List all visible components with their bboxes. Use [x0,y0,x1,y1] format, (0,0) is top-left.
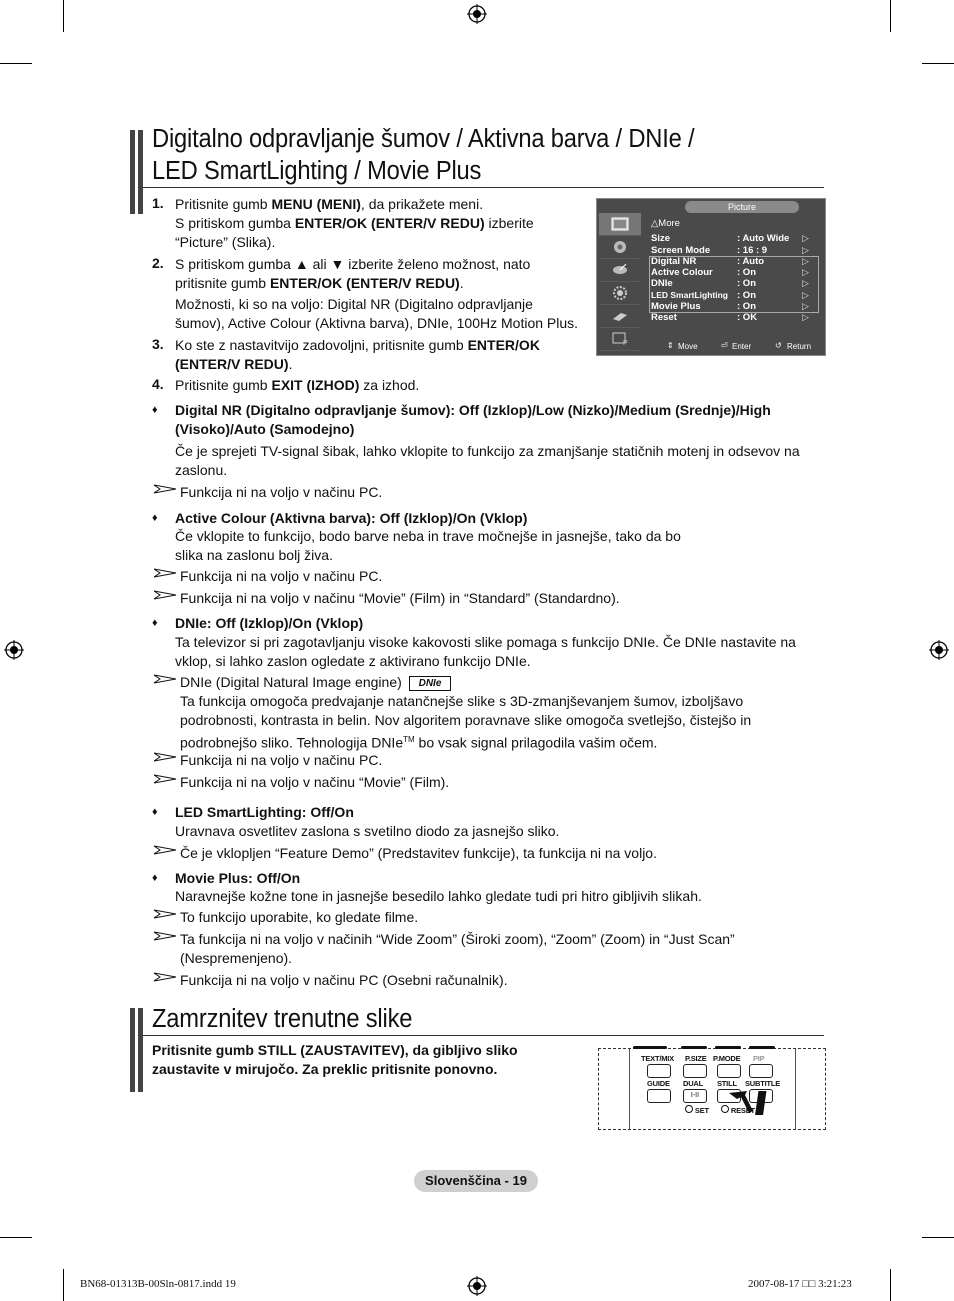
step-3-line2: (ENTER/V REDU). [175,356,293,372]
menu-row-label: Movie Plus [651,301,701,312]
active-colour-note-2: Funkcija ni na voljo v načinu “Movie” (Film) in “Standard” (Standardno). [180,590,620,606]
remote-label-dual: DUAL [683,1079,704,1088]
step-3-line1: Ko ste z nastavitvijo zadovoljni, pritisnite gumb ENTER/OK [175,337,540,353]
movie-plus-note-1: To funkcijo uporabite, ko gledate filme. [180,909,419,925]
remote-label-textmix: TEXT/MIX [641,1054,674,1063]
step-2-line1: S pritiskom gumba ▲ ali ▼ izberite želeno možnost, nato [175,256,531,272]
active-colour-note-1: Funkcija ni na voljo v načinu PC. [180,568,383,584]
remote-label-set: SET [685,1105,709,1115]
section-bar [130,130,135,214]
active-colour-heading: Active Colour (Aktivna barva): Off (Izklop)/On (Vklop) [175,510,528,526]
menu-row-label: Digital NR [651,256,697,267]
remote-label-psize: P.SIZE [685,1054,707,1063]
step-1-line1: Pritisnite gumb MENU (MENI), da prikažete meni. [175,196,484,212]
section-2-title: Zamrznitev trenutne slike [152,1005,413,1033]
remote-label-reset: RESET [721,1105,755,1115]
movie-plus-note-3: Funkcija ni na voljo v načinu PC (Osebni računalnik). [180,972,508,988]
menu-row-value: : On [737,301,756,312]
movie-plus-body-1: Naravnejše kožne tone in jasnejše besedilo lahko gledate tudi pri hitro gibljivih slikah. [175,888,702,904]
arrow-right-icon: ▷ [802,278,809,288]
section-title-line1: Digitalno odpravljanje šumov / Aktivna barva / DNIe / [152,125,695,153]
section-rule [143,1035,824,1036]
remote-label-still: STILL [717,1079,737,1088]
remote-label-guide: GUIDE [647,1079,670,1088]
guide-button[interactable] [647,1089,671,1103]
registration-mark-icon [467,4,487,24]
digital-nr-heading-2: (Visoko)/Auto (Samodejno) [175,421,355,437]
menu-sidebar [599,213,641,346]
note-arrow-icon [154,568,176,578]
section-bar [138,1008,143,1092]
tv-picture-menu [596,198,826,356]
menu-foot-move: Move [678,342,698,351]
input-icon [599,305,641,328]
note-arrow-icon [154,590,176,600]
footer-timestamp: 2007-08-17 □□ 3:21:23 [748,1278,852,1290]
remote-label-subtitle: SUBTITLE [745,1079,781,1088]
arrow-right-icon: ▷ [802,301,809,311]
menu-row-value: : On [737,278,756,289]
step-number: 1. [152,195,164,211]
remote-label-pip: PIP [753,1054,765,1063]
bullet-diamond-icon: ♦ [152,806,158,818]
arrow-right-icon: ▷ [802,290,809,300]
registration-mark-icon [929,640,949,660]
active-colour-body-1: Če vklopite to funkcijo, bodo barve neba in trave močnejše in jasnejše, tako da bo [175,528,681,544]
step-number: 2. [152,255,164,271]
arrow-right-icon: ▷ [802,256,809,266]
arrow-right-icon: ▷ [802,312,809,322]
dnie-body-1: Ta televizor si pri zagotavljanju visoke kakovosti slike pomaga s funkcijo DNIe. Če DNIe nastavite na [175,634,796,650]
dnie-note-1b: Ta funkcija omogoča predvajanje natančnejše slike s 3D-zmanjševanjem šumov, izboljšavo [180,693,744,709]
digital-nr-note-1: Funkcija ni na voljo v načinu PC. [180,484,383,500]
note-arrow-icon [154,909,176,919]
note-arrow-icon [154,845,176,855]
step-number: 4. [152,376,164,392]
note-arrow-icon [154,972,176,982]
enter-icon: ⏎ [721,341,728,350]
menu-row-label: Screen Mode [651,245,711,256]
menu-row-label: Active Colour [651,267,713,278]
note-arrow-icon [154,752,176,762]
svg-text:P: P [623,340,628,346]
note-arrow-icon [154,931,176,941]
dnie-note-1: DNIe (Digital Natural Image engine) [180,674,402,690]
sound-icon [599,236,641,259]
arrow-right-icon: ▷ [802,233,809,243]
bullet-diamond-icon: ♦ [152,512,158,524]
menu-row-label: Reset [651,312,677,323]
section-2-body-2: zaustavite v mirujočo. Za preklic pritisnite ponovno. [152,1061,498,1077]
step-4-line1: Pritisnite gumb EXIT (IZHOD) za izhod. [175,377,420,393]
menu-title: Picture [685,201,799,213]
menu-foot-enter: Enter [732,342,752,351]
pip-button[interactable] [749,1064,773,1078]
section-bar [138,130,143,214]
digital-nr-body-1: Če je sprejeti TV-signal šibak, lahko vklopite to funkcijo za zmanjšanje statičnih motenj in odsevov na [175,443,800,459]
return-icon: ↺ [775,341,782,350]
step-2-line2: pritisnite gumb ENTER/OK (ENTER/V REDU). [175,275,464,291]
step-1-line3: “Picture” (Slika). [175,234,276,250]
channel-icon [599,259,641,282]
menu-row-value: : Auto Wide [737,233,790,244]
step-number: 3. [152,336,164,352]
movie-plus-note-2b: (Nespremenjeno). [180,950,293,966]
menu-row-value: : 16 : 9 [737,245,768,256]
dual-button[interactable]: I-II [683,1089,707,1103]
bullet-diamond-icon: ♦ [152,404,158,416]
menu-foot-return: Return [787,342,812,351]
led-heading: LED SmartLighting: Off/On [175,804,354,820]
step-2-line3: Možnosti, ki so na voljo: Digital NR (Digitalno odpravljanje [175,296,533,312]
note-arrow-icon [154,484,176,494]
active-colour-body-2: slika na zaslonu bolj živa. [175,547,333,563]
section-bar [130,1008,135,1092]
step-2-line4: šumov), Active Colour (Aktivna barva), DNIe, 100Hz Motion Plus. [175,315,579,331]
menu-row-label: Size [651,233,671,244]
note-arrow-icon [154,674,176,684]
dnie-note-2: Funkcija ni na voljo v načinu PC. [180,752,383,768]
arrow-right-icon: ▷ [802,245,809,255]
led-body-1: Uravnava osvetlitev zaslona s svetilno diodo za jasnejšo sliko. [175,823,560,839]
dnie-heading: DNIe: Off (Izklop)/On (Vklop) [175,615,364,631]
dnie-logo: DNIe [409,676,451,691]
picture-icon [599,213,641,236]
section-2-body-1: Pritisnite gumb STILL (ZAUSTAVITEV), da gibljivo sliko [152,1042,518,1058]
bullet-diamond-icon: ♦ [152,872,158,884]
section-rule [143,187,824,188]
pc-icon [599,328,641,351]
remote-label-pmode: P.MODE [713,1054,741,1063]
menu-more: △More [651,218,680,229]
menu-row-value: : OK [737,312,758,323]
section-title-line2: LED SmartLighting / Movie Plus [152,157,482,185]
menu-row-value: : Auto [737,256,765,267]
dnie-note-1c: podrobnosti, kontrasta in belin. Nov algoritem poravnave slike omogoča svetlejšo, čistejšo in [180,712,752,728]
menu-row-value: : On [737,290,756,301]
dnie-note-3: Funkcija ni na voljo v načinu “Movie” (Film). [180,774,450,790]
registration-mark-icon [467,1276,487,1296]
digital-nr-heading-1: Digital NR (Digitalno odpravljanje šumov): Off (Izklop)/Low (Nizko)/Medium (Srednje)/High [175,402,771,418]
note-arrow-icon [154,774,176,784]
move-icon: ⇕ [667,341,674,350]
pmode-button[interactable] [717,1064,741,1078]
movie-plus-heading: Movie Plus: Off/On [175,870,301,886]
menu-footer [651,341,823,353]
menu-row-label: LED SmartLighting [651,290,728,300]
textmix-button[interactable] [647,1064,671,1078]
movie-plus-note-2a: Ta funkcija ni na voljo v načinih “Wide Zoom” (Široki zoom), “Zoom” (Zoom) in “Just Scan” [180,931,735,947]
page-number-badge: Slovenščina - 19 [414,1170,538,1192]
led-note-1: Če je vklopljen “Feature Demo” (Predstavitev funkcije), ta funkcija ni na voljo. [180,845,657,861]
arrow-right-icon: ▷ [802,267,809,277]
menu-row-value: : On [737,267,756,278]
remote-illustration [598,1048,826,1130]
menu-row-label: DNIe [651,278,673,289]
psize-button[interactable] [683,1064,707,1078]
setup-icon [599,282,641,305]
digital-nr-body-2: zaslonu. [175,462,228,478]
bullet-diamond-icon: ♦ [152,617,158,629]
footer-file: BN68-01313B-00Sln-0817.indd 19 [80,1278,236,1290]
registration-mark-icon [4,640,24,660]
dnie-body-2: vklop, si lahko zaslon ogledate z aktivirano funkcijo DNIe. [175,653,531,669]
dnie-note-1d: podrobnejšo sliko. Tehnologija DNIe™ bo vsak signal prilagodila vašim očem. [180,734,658,751]
step-1-line2: S pritiskom gumba ENTER/OK (ENTER/V REDU) izberite [175,215,534,231]
